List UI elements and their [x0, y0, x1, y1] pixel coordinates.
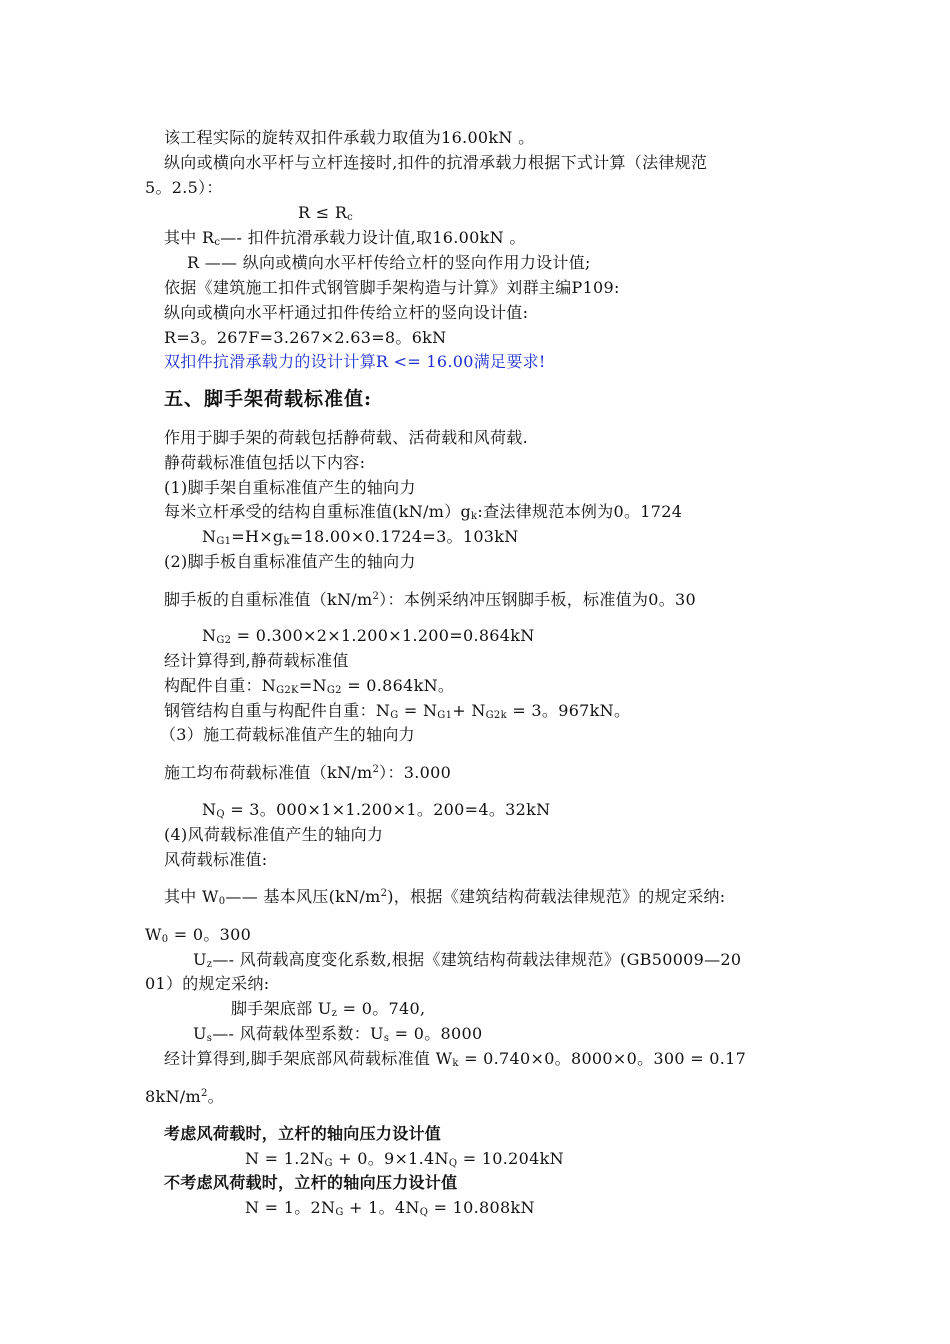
text-line: [164, 501, 682, 523]
text-line: [164, 152, 707, 174]
text-line: [164, 227, 526, 249]
text-run: = N: [398, 701, 438, 720]
formula-line: [231, 998, 425, 1020]
text-run: = 0.300×2×1.200×1.200=0.864kN: [231, 626, 535, 645]
text-line: [164, 886, 726, 908]
text-run: (2)脚手板自重标准值产生的轴向力: [164, 552, 416, 571]
subscript: G1: [437, 710, 453, 721]
text-line: [164, 427, 528, 449]
text-run: 构配件自重：N: [164, 676, 277, 695]
text-run: —- 风荷载高度变化系数,根据《建筑结构荷载法律规范》(GB50009—20: [212, 950, 742, 969]
text-run: 5。2.5）：: [145, 178, 223, 197]
text-run: 。: [207, 1087, 224, 1106]
text-run: 纵向或横向水平杆与立杆连接时,扣件的抗滑承载力根据下式计算（法律规范: [164, 153, 708, 172]
text-line: [164, 327, 446, 349]
formula-line: [202, 526, 519, 548]
formula-line: [298, 202, 353, 224]
text-run: 风荷载标准值:: [164, 850, 268, 869]
text-run: 其中 W: [164, 887, 219, 906]
subscript: 0: [161, 934, 169, 945]
text-line: [145, 973, 269, 995]
text-run: —- 扣件抗滑承载力设计值,取16.00kN 。: [220, 228, 526, 247]
text-run: W: [145, 925, 162, 944]
text-run: 8kN/m: [145, 1087, 201, 1106]
text-run: = 0。740,: [337, 999, 426, 1018]
subscript: G2: [216, 635, 232, 646]
text-run: N: [202, 626, 217, 645]
text-line: [164, 127, 534, 149]
subscript: k: [452, 1058, 459, 1069]
text-run: = 0.740×0。8000×0。300 = 0.17: [458, 1049, 747, 1068]
text-run: 静荷载标准值包括以下内容:: [164, 453, 366, 472]
text-run: = 10.808kN: [428, 1198, 535, 1217]
subscript: 0: [218, 896, 226, 907]
text-line: [164, 762, 451, 784]
text-run: 01）的规定采纳:: [145, 974, 270, 993]
text-run: =H×g: [231, 527, 284, 546]
superscript: 2: [372, 764, 380, 775]
text-line: [145, 177, 223, 199]
text-run: 钢管结构自重与构配件自重：N: [164, 701, 391, 720]
text-run: R ≤ R: [298, 203, 348, 222]
text-line: [164, 452, 365, 474]
text-run: R —— 纵向或横向水平杆传给立杆的竖向作用力设计值;: [187, 253, 591, 272]
subscript: c: [347, 212, 354, 223]
subscript: G2k: [485, 710, 507, 721]
subscript: G: [335, 1207, 344, 1218]
text-line: [164, 1048, 746, 1070]
text-run: 其中 R: [164, 228, 215, 247]
text-run: =18.00×0.1724=3。103kN: [289, 527, 519, 546]
text-run: = 10.204kN: [457, 1149, 564, 1168]
text-run: 纵向或横向水平杆通过扣件传给立杆的竖向设计值:: [164, 303, 529, 322]
subscript: Q: [216, 809, 225, 820]
formula-line: [245, 1148, 564, 1170]
subscript: Q: [419, 1207, 429, 1218]
text-run: 双扣件抗滑承载力的设计计算R <= 16.00满足要求!: [164, 352, 546, 371]
formula-line: [193, 1023, 482, 1045]
formula-line: [245, 1197, 535, 1219]
text-run: (4)风荷载标准值产生的轴向力: [164, 825, 384, 844]
text-run: 依据《建筑施工扣件式钢管脚手架构造与计算》刘群主编P109:: [164, 278, 620, 297]
subscript: s: [206, 1033, 213, 1044]
subscript: k: [283, 536, 290, 547]
subscript: s: [383, 1033, 390, 1044]
text-line: [164, 650, 349, 672]
text-line: [145, 1086, 224, 1108]
text-run: + N: [452, 701, 486, 720]
text-line: [164, 551, 416, 573]
subscript: G1: [216, 536, 232, 547]
text-line: [160, 724, 415, 746]
section-heading: [164, 388, 372, 410]
text-line: [193, 949, 741, 971]
text-run: R=3。267F=3.267×2.63=8。6kN: [164, 328, 447, 347]
text-line: [164, 675, 454, 697]
text-line: [164, 277, 620, 299]
text-run: 考虑风荷载时，立杆的轴向压力设计值: [164, 1124, 442, 1143]
text-run: )，根据《建筑结构荷载法律规范》的规定采纳:: [387, 887, 726, 906]
subscript: z: [206, 959, 213, 970]
text-line: [164, 824, 383, 846]
text-run: :查法律规范本例为0。1724: [477, 502, 683, 521]
text-run: N: [202, 527, 217, 546]
text-line: [164, 700, 630, 722]
text-run: = 3。000×1×1.200×1。200=4。32kN: [224, 800, 551, 819]
subscript: c: [214, 237, 221, 248]
formula-line: [145, 924, 251, 946]
text-run: —— 基本风压(kN/m: [225, 887, 381, 906]
subscript: G: [390, 710, 399, 721]
superscript: 2: [372, 591, 380, 602]
text-run: —- 风荷载体型系数：U: [212, 1024, 384, 1043]
text-run: ）：3.000: [379, 763, 452, 782]
text-run: ）：本例采纳冲压钢脚手板，标准值为0。30: [379, 590, 696, 609]
text-run: (1)脚手架自重标准值产生的轴向力: [164, 478, 416, 497]
heading-text: 五、脚手架荷载标准值:: [164, 388, 373, 410]
text-line: [164, 477, 416, 499]
text-run: + 0。9×1.4N: [332, 1149, 449, 1168]
subscript: G2K: [276, 685, 299, 696]
subscript: k: [471, 511, 478, 522]
text-run: = 0。300: [168, 925, 252, 944]
text-run: U: [193, 1024, 207, 1043]
text-run: = 3。967kN。: [506, 701, 631, 720]
bold-line: [164, 1123, 441, 1145]
text-run: 经计算得到,静荷载标准值: [164, 651, 349, 670]
formula-line: [202, 625, 535, 647]
text-line-blue: [164, 351, 546, 373]
text-line: [164, 589, 696, 611]
subscript: G: [324, 1158, 333, 1169]
superscript: 2: [380, 888, 388, 899]
text-run: 该工程实际的旋转双扣件承载力取值为16.00kN 。: [164, 128, 535, 147]
text-run: 不考虑风荷载时，立杆的轴向压力设计值: [164, 1173, 458, 1192]
text-run: 脚手板的自重标准值（kN/m: [164, 590, 373, 609]
text-run: （3）施工荷载标准值产生的轴向力: [160, 725, 415, 744]
text-run: 每米立杆承受的结构自重标准值(kN/m）g: [164, 502, 472, 521]
bold-line: [164, 1172, 457, 1194]
text-run: 作用于脚手架的荷载包括静荷载、活荷载和风荷载.: [164, 428, 528, 447]
text-run: 脚手架底部 U: [231, 999, 332, 1018]
text-line: [164, 849, 268, 871]
text-run: N = 1.2N: [245, 1149, 325, 1168]
text-line: [187, 252, 591, 274]
superscript: 2: [200, 1088, 208, 1099]
text-run: N = 1。2N: [245, 1198, 336, 1217]
text-line: [164, 302, 528, 324]
subscript: G2: [326, 685, 342, 696]
text-run: U: [193, 950, 207, 969]
text-run: =N: [298, 676, 327, 695]
text-run: N: [202, 800, 217, 819]
subscript: Q: [448, 1158, 458, 1169]
text-run: + 1。4N: [343, 1198, 420, 1217]
formula-line: [202, 799, 550, 821]
text-run: = 0。8000: [389, 1024, 483, 1043]
text-run: 施工均布荷载标准值（kN/m: [164, 763, 373, 782]
text-run: 经计算得到,脚手架底部风荷载标准值 W: [164, 1049, 453, 1068]
subscript: z: [331, 1008, 338, 1019]
text-run: = 0.864kN。: [341, 676, 455, 695]
